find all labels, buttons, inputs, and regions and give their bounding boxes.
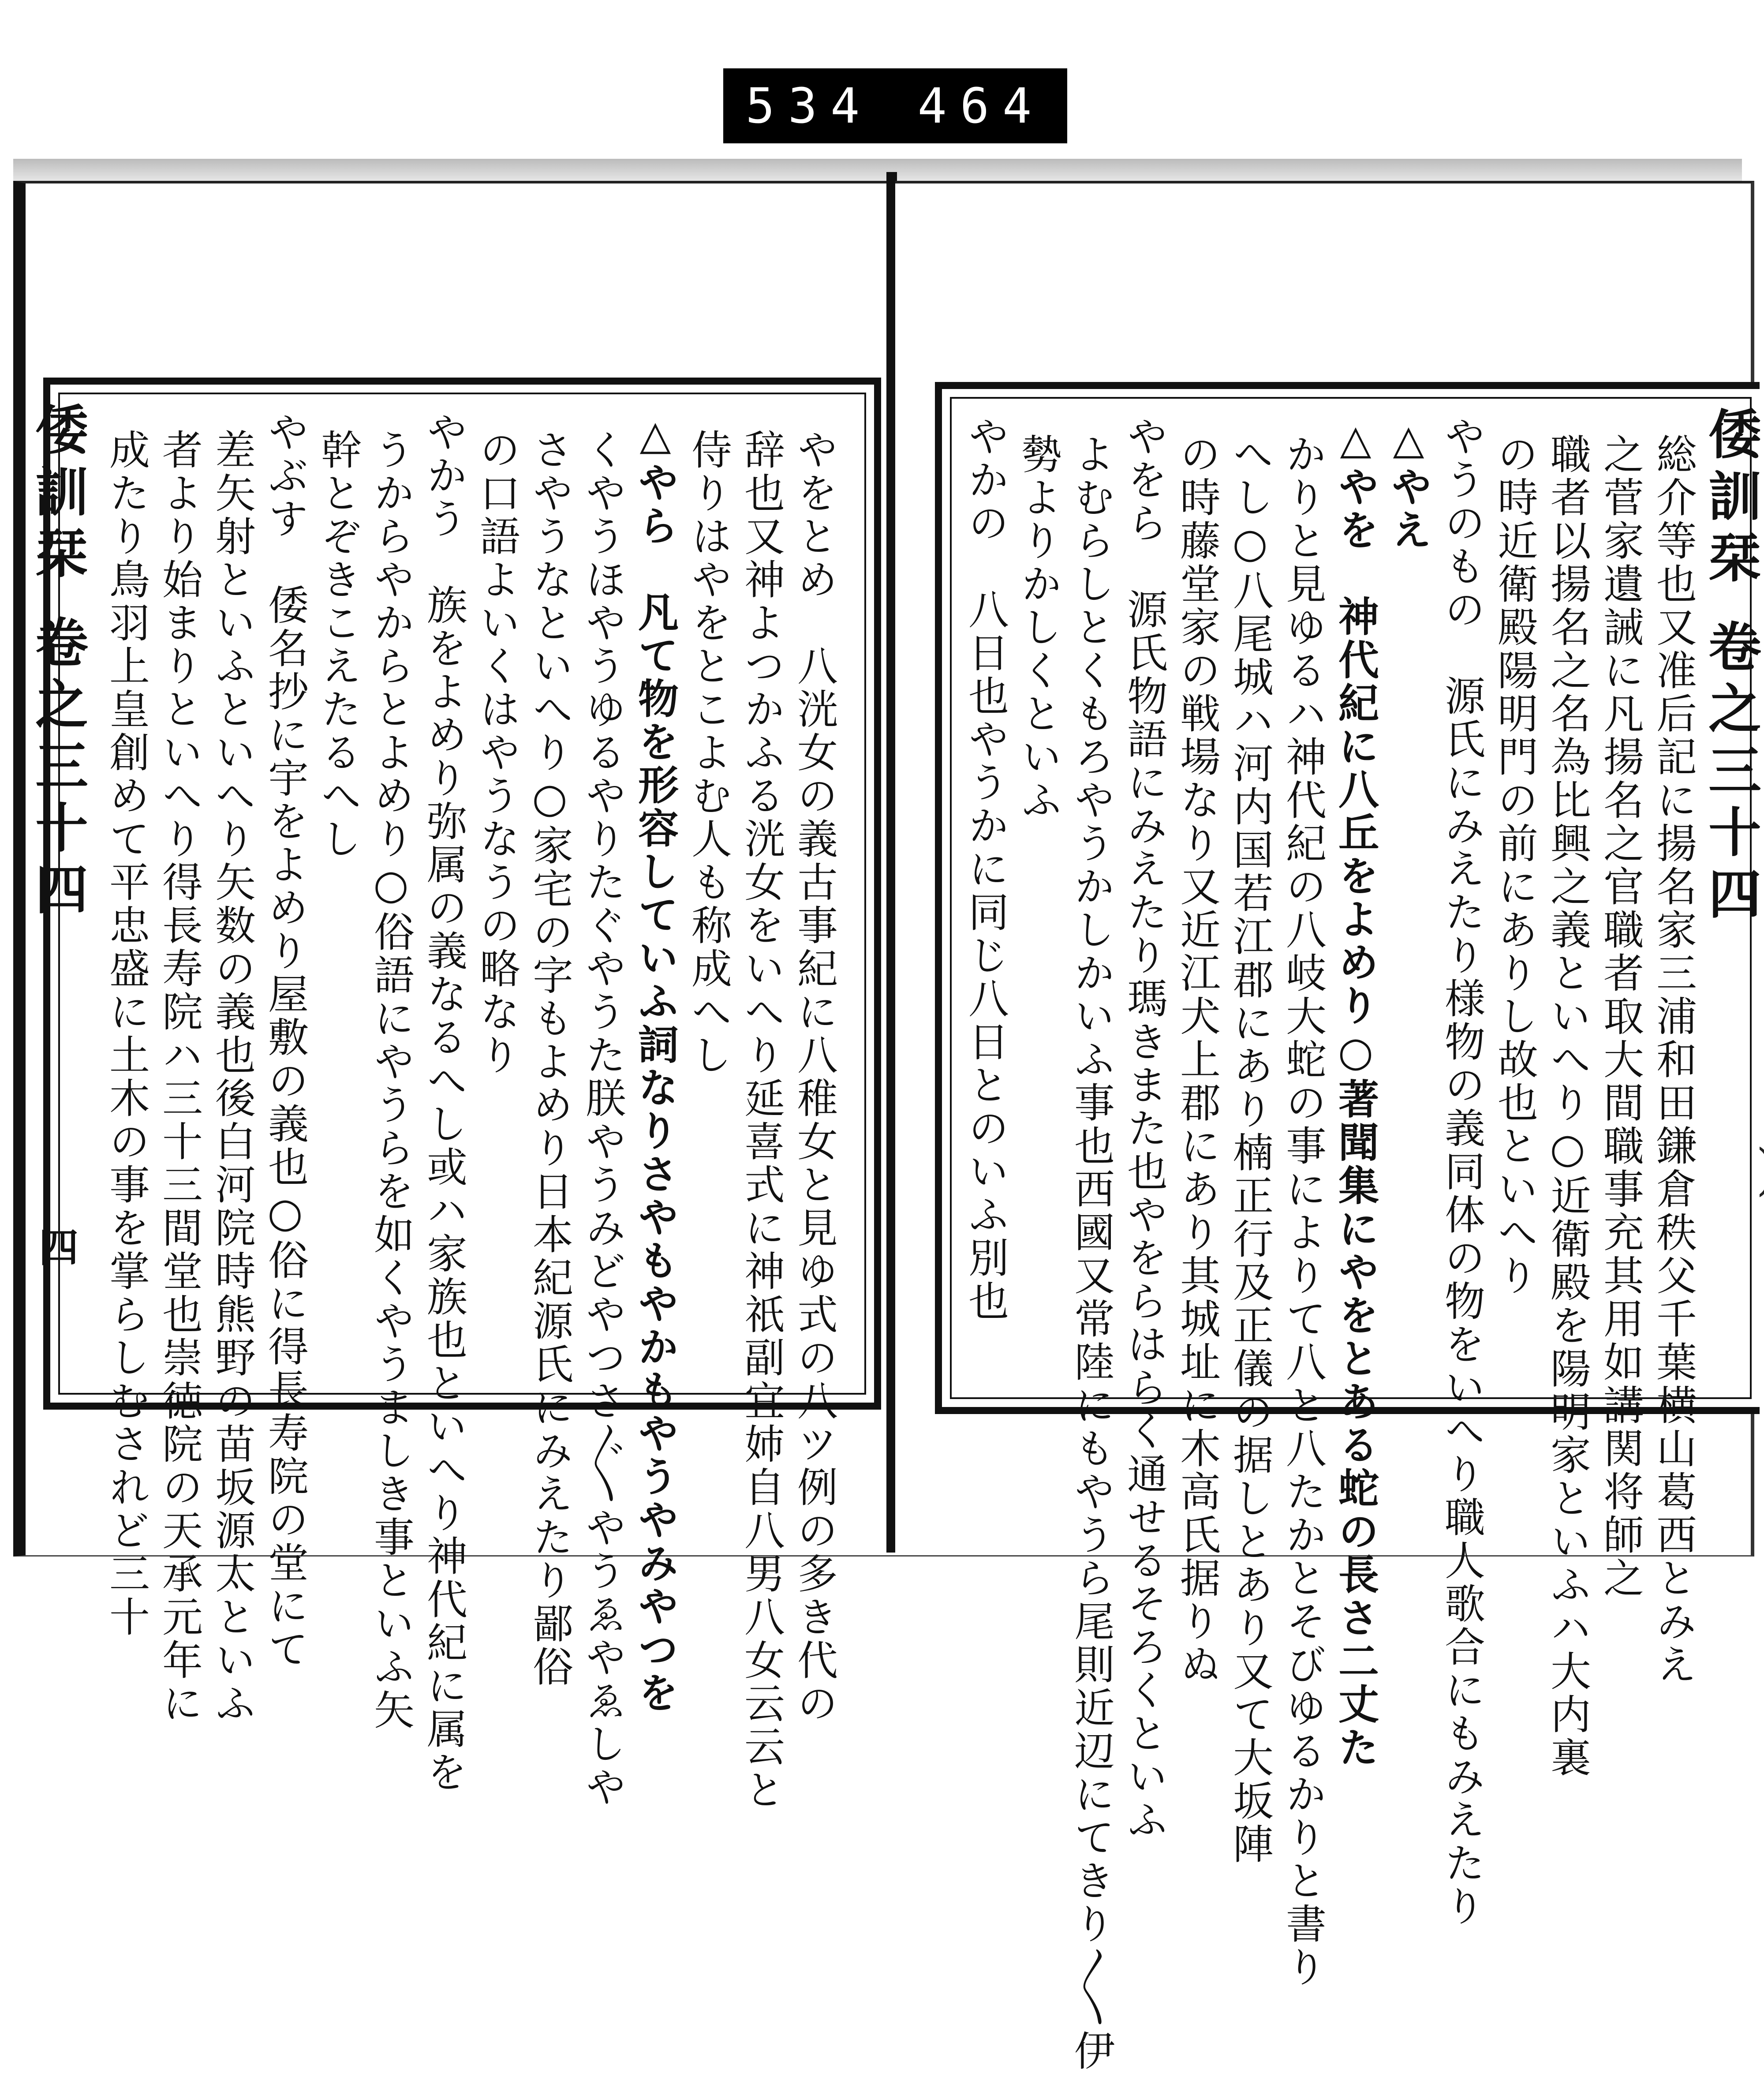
label-number-left: 534 (745, 78, 873, 134)
left-text-frame (26, 378, 881, 1812)
spine-title: 倭訓栞 卷之三十四 (1700, 407, 1762, 928)
text-column: 侍りはやをとこよむ人も称成へし (685, 429, 732, 1077)
text-column: よむらしとくもろやうかしかいふ事也西國又常陸にもやうら尾則近辺にてきり〳〵伊 (1068, 433, 1115, 2073)
book-spread (9, 172, 1762, 2073)
text-column: やかの 八日也やうかに同じ八日とのいふ別也 (962, 415, 1009, 1323)
text-column: 辞也又神よつかふる洸女をいへり延喜式に神祇副宜姉自八男八女云云と (738, 429, 785, 1812)
text-column: 職者以揚名之名為比興之義といへり○近衛殿を陽明家といふハ大内裏 (1544, 433, 1591, 1780)
text-column: うからやからとよめり○俗語にやうらを如くやうましき事といふ矢 (367, 429, 415, 1732)
text-column: △やえ (1385, 415, 1432, 552)
archive-label (723, 68, 1067, 143)
text-column: さやうなといへり○家宅の字もよめり日本紀源氏にみえたり鄙俗 (526, 429, 573, 1689)
text-column: の時近衛殿陽明門の前にありし故也といへり (1491, 433, 1538, 1298)
text-column: 総介等也又准后記に揚名家三浦和田鎌倉秩父千葉横山葛西とみえ (1650, 433, 1697, 1687)
text-column: 者より始まりといへり得長寿院ハ三十三間堂也崇徳院の天承元年に (156, 429, 203, 1725)
left-leaf (13, 181, 903, 1812)
text-column: の口語よいくはやうなうの略なり (473, 429, 520, 1077)
right-text-frame (935, 382, 1762, 2073)
text-column: 幹とぞきこえたるへし (314, 429, 362, 861)
page-mark: 四 (39, 1224, 78, 1271)
label-number-right: 464 (917, 78, 1045, 134)
text-column: かりと見ゆるハ神代紀の八岐大蛇の事によりて八と八たかとそびゆるかりと書り (1279, 433, 1327, 1989)
text-column: 成たり鳥羽上皇創めて平忠盛に土木の事を掌らしむされど三十 (103, 429, 150, 1639)
text-column: の時藤堂家の戦場なり又近江犬上郡にあり其城址に木高氏据りぬ (1174, 433, 1221, 1687)
text-column: 之菅家遺誡に凡揚名之官職者取大間職事充其用如講関将師之 (1597, 433, 1644, 1600)
text-column: 勢よりかしくといふ (1015, 433, 1062, 822)
right-leaf (895, 181, 1762, 2073)
text-column: △やら 凡て物を形容していふ詞なりさやもやかもやうやみやつを (632, 411, 679, 1715)
text-column: やかう 族をよめり弥属の義なるへし或ハ家族也といへり神代紀に属を (420, 411, 467, 1794)
text-column: 差矢射といふといへり矢数の義也後白河院時熊野の苗坂源太といふ (209, 429, 256, 1725)
text-column: △やを 神代紀に八丘をよめり○著聞集にやをとある蛇の長さ二丈た (1332, 415, 1379, 1770)
text-column: へし○八尾城ハ河内国若江郡にあり楠正行及正儀の据しとあり又て大坂陣 (1226, 433, 1274, 1866)
text-column: くやうほやうゆるやりたぐやうた朕やうみどやつさ〴〵やうゑやゑしや (579, 429, 626, 1809)
spine-title: 倭訓栞 卷之三十四 (26, 402, 89, 924)
text-column: やぶす 倭名抄に宇をよめり屋敷の義也○俗に得長寿院の堂にて (262, 411, 309, 1671)
text-column: やをとめ 八洸女の義古事紀に八稚女と見ゆ式の八ツ例の多き代の (791, 429, 838, 1725)
text-column: やうのもの 源氏にみえたり様物の義同体の物をいへり職人歌合にもみえたり (1438, 415, 1485, 1928)
text-column: やをら 源氏物語にみえたり瑪きまた也やをらはらく通せるそろくといふ (1121, 415, 1168, 1842)
